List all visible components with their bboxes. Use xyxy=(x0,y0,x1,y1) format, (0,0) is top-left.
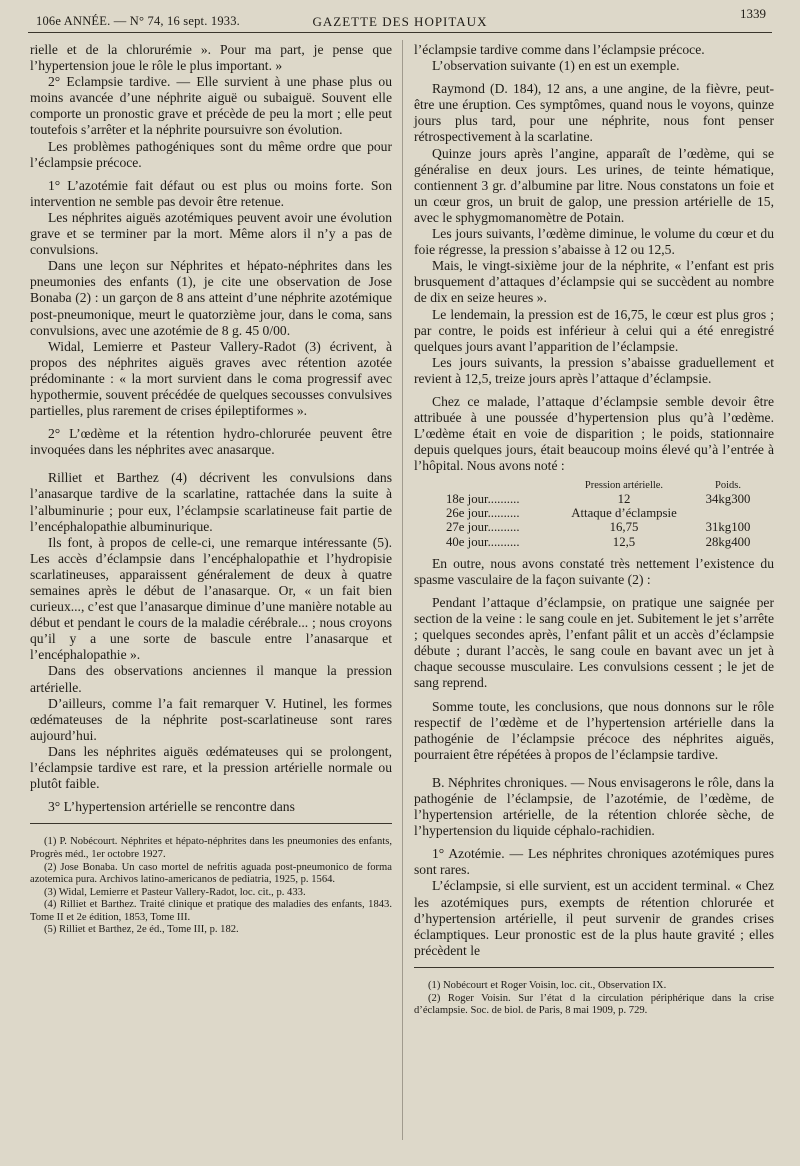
subsection-hypertension: 3° L’hypertension artérielle se rencontre dans xyxy=(48,799,295,815)
table-cell: 27e jour.......... xyxy=(446,520,520,535)
footnote: (5) Rilliet et Barthez, 2e éd., Tome III, p. 182. xyxy=(44,924,239,936)
footnote: (3) Widal, Lemierre et Pasteur Vallery-Radot, loc. cit., p. 433. xyxy=(44,886,306,898)
issue-line: 106e ANNÉE. — N° 74, 16 sept. 1933. xyxy=(36,14,240,28)
measurements-table xyxy=(414,480,774,548)
right-column xyxy=(414,42,774,1018)
table-row xyxy=(414,535,774,549)
observation-paragraph: Raymond (D. 184), 12 ans, a une angine, de la fièvre, peut-être une éruption. Ces symptômes, quand nous le voyons, quinze jours plus tard, pour une néphrite, nous font penser rétrospectivement à la scarlatine. xyxy=(414,81,774,145)
paragraph: Les néphrites aiguës azotémiques peuvent avoir une évolution grave et se terminer par la mort. Même alors il n’y a pas de convulsions. xyxy=(30,209,392,258)
table-header-cell: Poids. xyxy=(715,480,741,492)
table-cell: 40e jour.......... xyxy=(446,534,520,549)
table-cell: 31kg100 xyxy=(705,520,751,535)
left-column xyxy=(30,42,392,937)
section-nephrites-chroniques: B. Néphrites chroniques. — Nous envisagerons le rôle, dans la pathogénie de l’éclampsie, de l’azotémie, de l’œdème, de l’hypertension artérielle, de la rétention chlorée sèche, de l’hypertension du liquide céphalo-rachidien. xyxy=(414,774,774,839)
paragraph: En outre, nous avons constaté très nettement l’existence du spasme vasculaire de la façon suivante (2) : xyxy=(414,555,774,587)
footnote-rule xyxy=(414,967,774,968)
table-header-cell: Pression artérielle. xyxy=(584,480,664,492)
table-header-cell xyxy=(414,480,564,492)
footnote: (4) Rilliet et Barthez. Traité clinique et pratique des maladies des enfants, 1843. Tome II et 2e édition, 1853, Tome III. xyxy=(30,899,392,923)
footnote: (2) Roger Voisin. Sur l’état d la circulation périphérique dans la crise d’éclampsie. Soc. de biol. de Paris, 8 mai 1909, p. 729. xyxy=(414,992,774,1017)
footnote: (1) P. Nobécourt. Néphrites et hépato-néphrites dans les pneumonies des enfants, Progrès méd., 1er octobre 1927. xyxy=(30,836,392,860)
footnote-rule xyxy=(30,823,392,824)
table-header xyxy=(414,480,774,492)
paragraph: L’observation suivante (1) en est un exemple. xyxy=(432,58,680,74)
table-row xyxy=(414,492,774,506)
paragraph: Rilliet et Barthez (4) décrivent les convulsions dans l’anasarque tardive de la scarlatine, rattachée dans la suite à l’albuminurie ; pour eux, l’éclampsie scarlatineuse fait partie de l’encéphalopathie albuminurique. xyxy=(30,470,392,534)
page-header xyxy=(28,6,772,33)
table-cell: 16,75 xyxy=(609,520,639,535)
paragraph: rielle et de la chlorurémie ». Pour ma part, je pense que l’hypertension joue le rôle le plus important. » xyxy=(30,42,392,74)
paragraph: Les problèmes pathogéniques sont du même ordre que pour l’éclampsie précoce. xyxy=(30,138,392,170)
observation-paragraph: Les jours suivants, l’œdème diminue, le volume du cœur et du foie régresse, la pression s’abaisse à 12 ou 12,5. xyxy=(414,226,774,258)
table-cell: 12 xyxy=(617,491,631,506)
observation-paragraph: Le lendemain, la pression est de 16,75, le cœur est plus gros ; par contre, le poids est inférieur à celui qui a été enregistré quelques jours avant l’apparition de l’éclampsie. xyxy=(414,306,774,354)
paragraph: Ils font, à propos de celle-ci, une remarque intéressante (5). Les accès d’éclampsie dans l’encéphalopathie et l’hydropisie scarlatineuses, apparaissent généralement de deux à quatre semaines après le début de l’anasarque. Or, « un fait bien curieux..., c’est que l’anasarque diminue d’une manière notable au début et pendant le cours de la maladie cérébrale... ; nous croyons qu’il y a une sorte de bascule entre l’anasarque et l’encéphalopathie ». xyxy=(30,534,392,663)
paragraph: Dans les néphrites aiguës œdémateuses qui se prolongent, l’éclampsie tardive est rare, et la pression artérielle normale ou plutôt faible. xyxy=(30,743,392,792)
paragraph: Widal, Lemierre et Pasteur Vallery-Radot (3) écrivent, à propos des néphrites aiguës graves avec rétention azotée prédominante : « la mort survient dans le coma progressif avec hypothermie, souvent précédée de quelques secousses convulsives partielles, plus rarement de crises épileptiformes ». xyxy=(30,338,392,419)
paragraph: Somme toute, les conclusions, que nous donnons sur le rôle respectif de l’œdème et de l’hypertension artérielle dans la pathogénie de l’éclampsie précoce des néphrites aiguës, pourraient être répétées à propos de l’éclampsie tardive. xyxy=(414,698,774,762)
table-row xyxy=(414,520,774,534)
table-cell: 12,5 xyxy=(612,534,636,549)
paragraph: Pendant l’attaque d’éclampsie, on pratique une saignée per section de la veine : le sang coule en jet. Subitement le jet s’arrête ; quelques secondes après, l’enfant pâlit et un accès d’éclampsie débute ; durant l’accès, le sang coule en bavant avec un jet à chaque secousse musculaire. Les convulsions cessent ; le jet de sang reprend. xyxy=(414,594,774,691)
paragraph: l’éclampsie tardive comme dans l’éclampsie précoce. xyxy=(414,42,705,57)
table-cell: 18e jour.......... xyxy=(446,491,520,506)
subsection-azotemie: 1° L’azotémie fait défaut ou est plus ou moins forte. Son intervention ne semble pas devoir être retenue. xyxy=(30,177,392,209)
journal-title: GAZETTE DES HOPITAUX xyxy=(312,14,488,29)
page-number: 1339 xyxy=(740,6,766,21)
footnotes xyxy=(414,980,774,1018)
paragraph: Chez ce malade, l’attaque d’éclampsie semble devoir être attribuée à une poussée d’hypertension plus qu’à l’œdème. L’œdème était en voie de disparition ; le poids, stationnaire depuis quelques jours, était beaucoup moins élevé qu’à l’entrée à l’hôpital. Nous avons noté : xyxy=(414,393,774,474)
table-cell: 26e jour.......... xyxy=(446,506,520,521)
table-row xyxy=(414,506,774,520)
table-cell: Attaque d’éclampsie xyxy=(571,506,677,521)
subsection-oedeme: 2° L’œdème et la rétention hydro-chlorurée peuvent être invoquées dans les néphrites avec anasarque. xyxy=(30,426,392,458)
subsection-azotemie-chronique: 1° Azotémie. — Les néphrites chroniques azotémiques pures sont rares. xyxy=(414,846,774,878)
table-cell xyxy=(684,506,772,520)
footnotes xyxy=(30,836,392,937)
paragraph: Dans une leçon sur Néphrites et hépato-néphrites dans les pneumonies des enfants (1), je cite une observation de Jose Bonaba (2) : un garçon de 8 ans atteint d’une néphrite azotémique post-pneumonique, meurt le quatorzième jour, dans le coma, sans convulsions, avec une azotémie de 8 g. 45 0/00. xyxy=(30,258,392,338)
table-cell: 28kg400 xyxy=(705,534,751,549)
footnote: (2) Jose Bonaba. Un caso mortel de nefritis aguada post-pneumonico de forma azotemica pura. Archivos latino-americanos de pediatria, 1925, p. 1564. xyxy=(30,861,392,886)
observation-paragraph: Les jours suivants, la pression s’abaisse graduellement et revient à 12,5, treize jours après l’attaque d’éclampsie. xyxy=(414,354,774,386)
table-cell: 34kg300 xyxy=(705,491,751,506)
column-divider xyxy=(402,40,403,1140)
section-eclampsie-tardive: 2° Eclampsie tardive. — Elle survient à une phase plus ou moins avancée d’une néphrite aiguë ou subaiguë. Souvent elle comporte un pronostic grave et précède de peu la mort ; elle peut toutefois s’arrêter et la néphrite poursuivre son évolution. xyxy=(30,74,392,138)
paragraph: L’éclampsie, si elle survient, est un accident terminal. « Chez les azotémiques purs, exempts de rétention chlorurée et d’hypertension artérielle, il peut survenir de grandes crises éclamptiques. Leur pronostic est de la plus haute gravité ; elles précèdent le xyxy=(414,878,774,958)
paragraph: D’ailleurs, comme l’a fait remarquer V. Hutinel, les formes œdémateuses de la néphrite post-scarlatineuse sont rares aujourd’hui. xyxy=(30,695,392,743)
paragraph: Dans des observations anciennes il manque la pression artérielle. xyxy=(30,663,392,695)
footnote: (1) Nobécourt et Roger Voisin, loc. cit., Observation IX. xyxy=(428,979,667,991)
observation-paragraph: Mais, le vingt-sixième jour de la néphrite, « l’enfant est pris brusquement d’attaques d’éclampsie qui se succèdent au nombre de dix en seize heures ». xyxy=(414,258,774,306)
observation-paragraph: Quinze jours après l’angine, apparaît de l’œdème, qui se généralise en deux jours. Les urines, de teinte hématique, contiennent 3 gr. d’albumine par litre. Nous constatons un foie et un cœur gros, un bruit de galop, une pression artérielle de 15, avec le sphygmomanomètre de Potain. xyxy=(414,145,774,225)
